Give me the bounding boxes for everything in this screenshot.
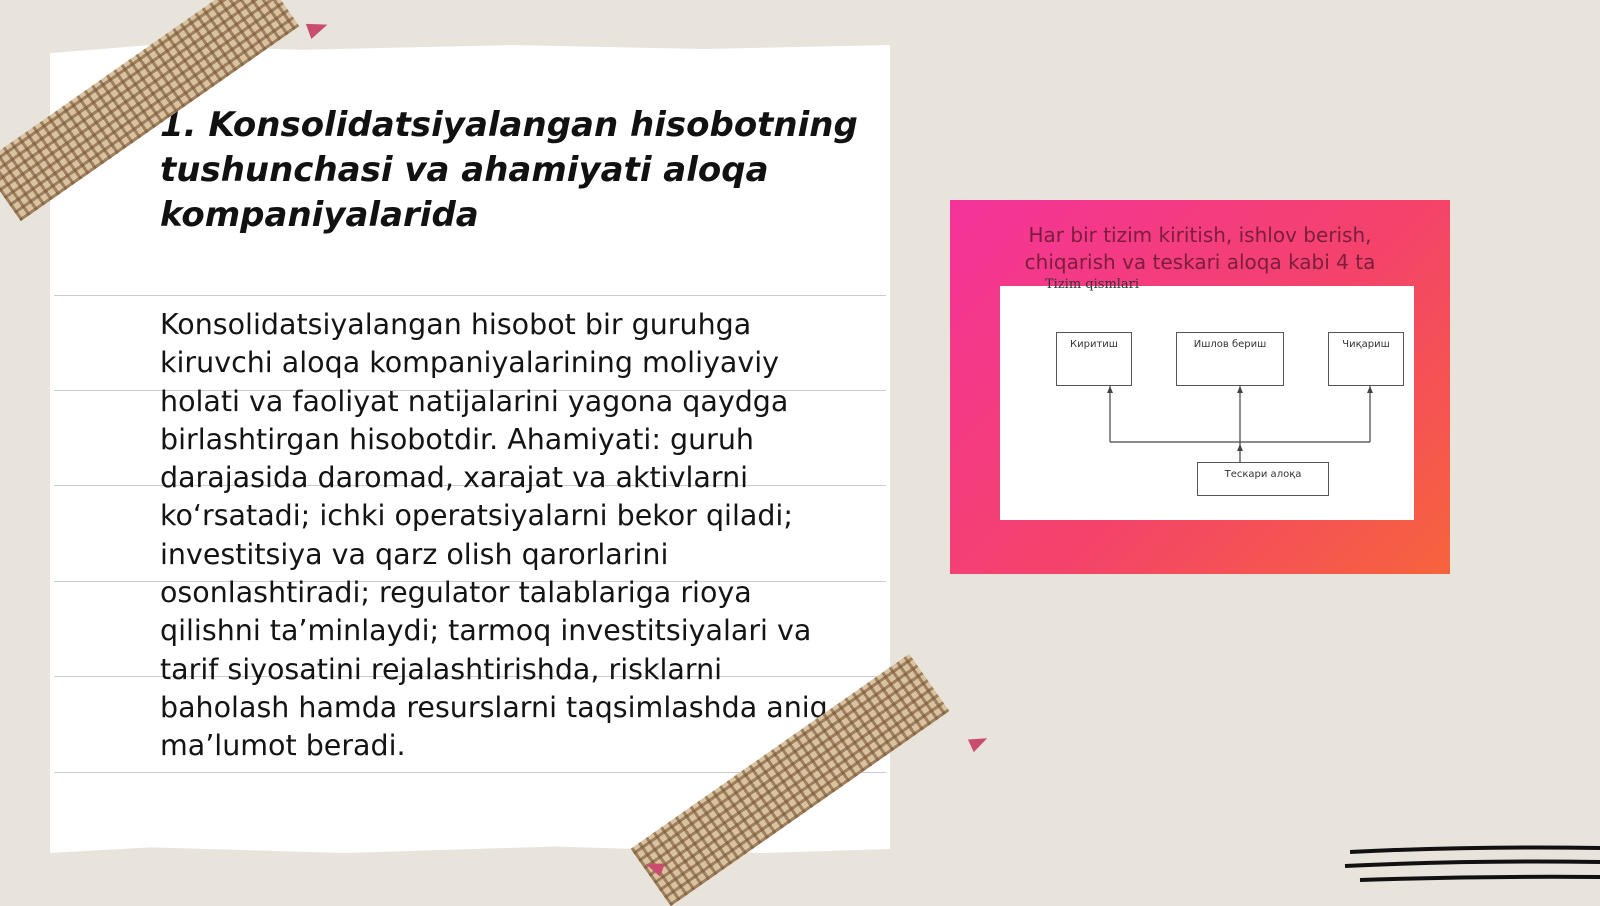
slide-body-text: Konsolidatsiyalangan hisobot bir guruhga kiruvchi aloqa kompaniyalarining moliyaviy holati va faoliyat natijalarini yagona qaydga birlashtirgan hisobotdir. Ahamiyati: guruh darajasida daromad, xarajat va aktivlarni ko‘rsatadi; ichki operatsiyalarni bekor qiladi; investitsiya va qarz olish qarorlarini osonlashtiradi; regulator talablariga rioya qilishni ta’minlaydi; tarmoq investitsiyalari va tarif siyosatini rejalashtirishda, risklarni baholash hamda resurslarni taqsimlashda aniq ma’lumot beradi. <box>160 308 828 763</box>
diagram-box-output: Чиқариш <box>1328 332 1404 386</box>
card-caption: Har bir tizim kiritish, ishlov berish, chiqarish va teskari aloqa kabi 4 ta <box>1024 223 1376 274</box>
diagram-image-card <box>950 200 1450 574</box>
system-parts-diagram <box>1000 277 1414 520</box>
paper-rule <box>54 295 886 296</box>
slide-title: 1. Konsolidatsiyalangan hisobotning tushunchasi va ahamiyati aloqa kompaniyalarida <box>160 105 858 235</box>
diagram-box-processing: Ишлов бериш <box>1176 332 1284 386</box>
diagram-box-feedback: Тескари алоқа <box>1197 462 1329 496</box>
decorative-lines <box>1340 830 1600 900</box>
tape-tip-icon <box>306 17 330 39</box>
diagram-heading: Tizim qismlari <box>1045 277 1140 292</box>
diagram-box-input: Киритиш <box>1056 332 1132 386</box>
tape-tip-icon <box>968 732 990 752</box>
